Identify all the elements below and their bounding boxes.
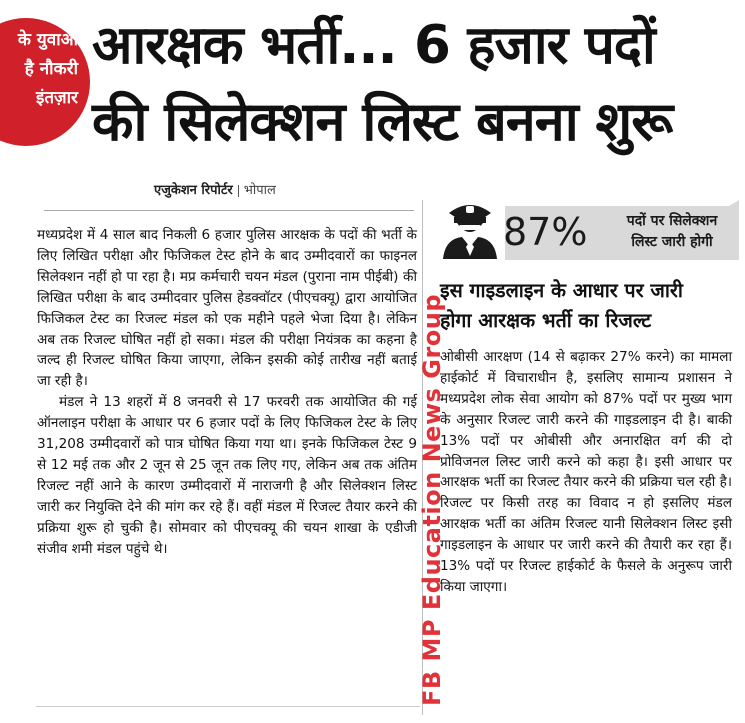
stat-label [602,211,742,253]
police-officer-icon [435,193,505,261]
right-column-heading [440,276,740,336]
byline-city: भोपाल [243,183,276,198]
byline-separator [238,185,239,197]
top-rule [44,210,414,211]
watermark-text: FB MP Education News Group [418,293,446,706]
right-column-article [440,347,732,598]
badge-line-3: इंतज़ार [35,88,78,108]
stat-percentage: 87% [503,210,588,254]
badge-text [0,26,78,113]
article-paragraph-1: मध्यप्रदेश में 4 साल बाद निकली 6 हजार पुलिस आरक्षक के पदों की भर्ती के लिए लिखित परीक्षा और फिजिकल टेस्ट होने के बाद उम्मीदवारों का फाइनल सिलेक्शन नहीं हो पा रहा है। मप्र कर्मचारी चयन मंडल (पुराना नाम पीईबी) की लिखित परीक्षा के बाद उम्मीदवार पुलिस हेडक्वॉटर (पीएचक्यू) द्वारा आयोजित फिजिकल टेस्ट का रिजल्ट मंडल को एक महीने पहले भेजा दिया है। लेकिन अब तक रिजल्ट घोषित नहीं हो सका। मंडल की परीक्षा नियंत्रक का कहना है जल्द ही रिजल्ट घोषित किया जाएगा, लेकिन इसकी कोई तारीख नहीं बताई जा रही है। [37,227,417,390]
right-heading-line-2: होगा आरक्षक भर्ती का रिजल्ट [440,309,652,332]
stat-label-line-2: लिस्ट जारी होगी [631,234,713,250]
badge-line-1: के युवाओं [17,30,78,50]
headline [92,8,742,160]
badge-line-2: है नौकरी [24,59,78,79]
byline-reporter: एजुकेशन रिपोर्टर [154,183,233,198]
headline-line-1: आरक्षक भर्ती... 6 हजार पदों [92,15,655,76]
headline-line-2: की सिलेक्शन लिस्ट बनना शुरू [92,90,673,153]
byline [154,180,276,198]
stat-label-line-1: पदों पर सिलेक्शन [626,213,718,229]
left-column-article [37,225,417,560]
right-article-body: ओबीसी आरक्षण (14 से बढ़ाकर 27% करने) का मामला हाईकोर्ट में विचाराधीन है, इसलिए सामान्य प्रशासन ने मध्यप्रदेश लोक सेवा आयोग को 87% पदों पर मुख्य भाग के अनुसार रिजल्ट जारी करने की गाइडलाइन दी है। बाकी 13% पदों पर ओबीसी और अनारक्षित वर्ग की दो प्रोविजनल लिस्ट जारी करने को कहा है। इसी आधार पर आरक्षक भर्ती का रिजल्ट तैयार करने की प्रक्रिया चल रही है। रिजल्ट पर किसी तरह का विवाद न हो इसलिए मंडल आरक्षक भर्ती का अंतिम रिजल्ट यानी सिलेक्शन लिस्ट इसी गाइडलाइन के आधार पर जारी करने की तैयारी कर रहा हैं। 13% पदों पर रिजल्ट हाईकोर्ट के फैसले के अनुरूप जारी किया जाएगा। [440,349,732,595]
bottom-rule [36,706,420,707]
article-paragraph-2: मंडल ने 13 शहरों में 8 जनवरी से 17 फरवरी तक आयोजित की गई ऑनलाइन परीक्षा के आधार पर 6 हजार पदों के लिए फिजिकल टेस्ट के लिए 31,208 उम्मीदवारों को पात्र घोषित किया गया था। इनके फिजिकल टेस्ट 9 से 12 मई तक और 2 जून से 25 जून तक लिए गए, लेकिन अब तक अंतिम रिजल्ट नहीं आने के कारण उम्मीदवारों में नाराजगी है और सिलेक्शन लिस्ट जारी कर नियुक्ति देने की मांग कर रहे हैं। वहीं मंडल में रिजल्ट तैयार करने की प्रक्रिया शुरू हो चुकी है। सोमवार को पीएचक्यू की चयन शाखा के एडीजी संजीव शमी मंडल पहुंचे थे। [37,394,417,557]
right-heading-line-1: इस गाइडलाइन के आधार पर जारी [440,279,683,302]
